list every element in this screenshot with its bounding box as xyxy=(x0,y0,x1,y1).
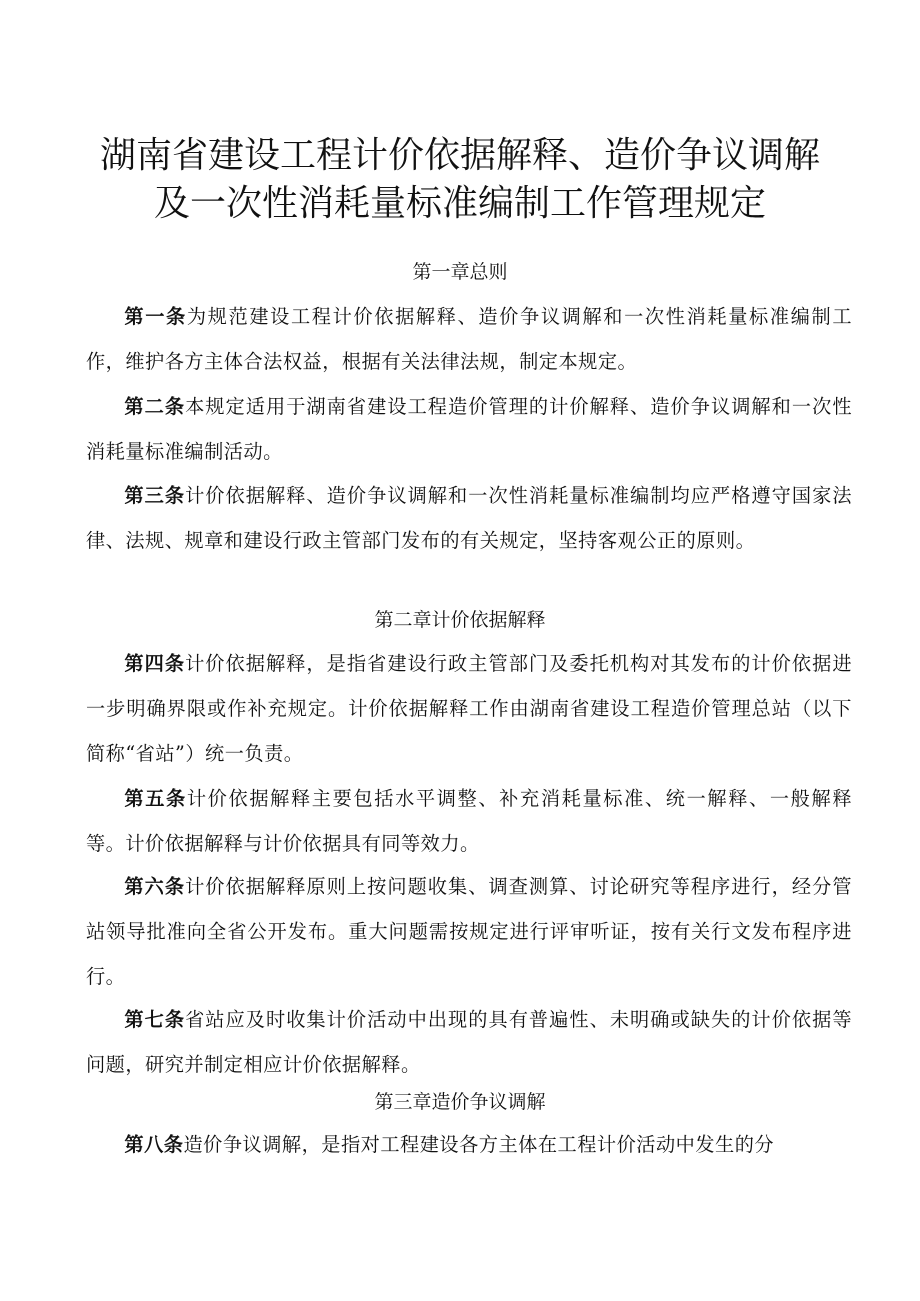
article-6 xyxy=(86,864,852,999)
chapter-3-heading: 第三章造价争议调解 xyxy=(374,1091,546,1113)
chapter-2-heading: 第二章计价依据解释 xyxy=(374,609,546,631)
article-1-text: 为规范建设工程计价依据解释、造价争议调解和一次性消耗量标准编制工作，维护各方主体合法权益，根据有关法律法规，制定本规定。 xyxy=(86,305,853,373)
article-7 xyxy=(86,997,852,1087)
document-title-line-2: 及一次性消耗量标准编制工作管理规定 xyxy=(153,183,766,224)
article-4 xyxy=(86,641,852,776)
article-5-label: 第五条 xyxy=(124,787,187,810)
article-4-label: 第四条 xyxy=(124,652,186,675)
article-2 xyxy=(86,384,852,474)
article-5-text: 计价依据解释主要包括水平调整、补充消耗量标准、统一解释、一般解释等。计价依据解释与计价依据具有同等效力。 xyxy=(86,787,853,855)
article-2-label: 第二条 xyxy=(124,395,186,418)
article-1-label: 第一条 xyxy=(124,305,187,328)
article-3-text: 计价依据解释、造价争议调解和一次性消耗量标准编制均应严格遵守国家法律、法规、规章和建设行政主管部门发布的有关规定，坚持客观公正的原则。 xyxy=(86,484,853,552)
chapter-1-heading: 第一章总则 xyxy=(412,261,508,283)
article-1 xyxy=(86,294,852,384)
article-8-text: 造价争议调解，是指对工程建设各方主体在工程计价活动中发生的分 xyxy=(183,1133,775,1156)
document-title-line-1: 湖南省建设工程计价依据解释、造价争议调解 xyxy=(99,135,820,176)
article-4-text: 计价依据解释，是指省建设行政主管部门及委托机构对其发布的计价依据进一步明确界限或作补充规定。计价依据解释工作由湖南省建设工程造价管理总站（以下简称“省站”）统一负责。 xyxy=(86,652,853,765)
article-7-text: 省站应及时收集计价活动中出现的具有普遍性、未明确或缺失的计价依据等问题，研究并制定相应计价依据解释。 xyxy=(86,1008,853,1076)
article-6-text: 计价依据解释原则上按问题收集、调查测算、讨论研究等程序进行，经分管站领导批准向全省公开发布。重大问题需按规定进行评审听证，按有关行文发布程序进行。 xyxy=(86,875,853,988)
article-7-label: 第七条 xyxy=(124,1008,186,1031)
article-2-text: 本规定适用于湖南省建设工程造价管理的计价解释、造价争议调解和一次性消耗量标准编制活动。 xyxy=(86,395,853,463)
article-8-label: 第八条 xyxy=(124,1133,184,1156)
article-5 xyxy=(86,776,852,866)
article-6-label: 第六条 xyxy=(124,875,186,898)
article-8 xyxy=(86,1122,852,1167)
article-3 xyxy=(86,473,852,563)
article-3-label: 第三条 xyxy=(124,484,186,507)
